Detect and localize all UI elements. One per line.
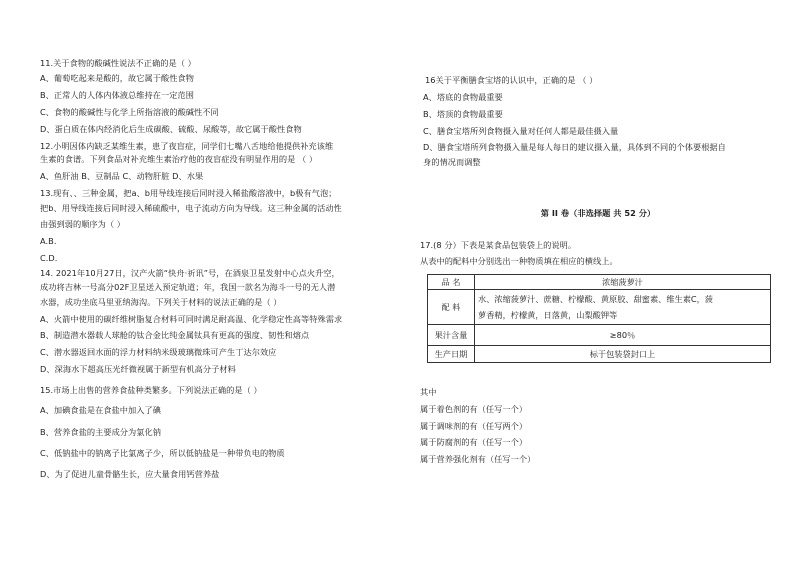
answer-preservative: 属于防腐剂的有（任写一个） bbox=[420, 437, 528, 447]
answer-colorant: 属于着色剂的有（任写一个） bbox=[420, 404, 528, 414]
q14-stem-line3: 水器，成功坐底马里亚纳海沟。下列关于材料的说法正确的是（ ） bbox=[40, 297, 282, 307]
q16-option-c: C、膳食宝塔所列食物摄入量对任何人都是最佳摄入量 bbox=[423, 126, 619, 136]
table-row bbox=[428, 290, 771, 325]
q16-stem: 16关于平衡膳食宝塔的认识中，正确的是 （ ） bbox=[425, 75, 598, 85]
table-row bbox=[428, 325, 771, 346]
q14-option-b: B、制造潜水器载人球舱的钛合金比纯金属钛具有更高的强度、韧性和熔点 bbox=[40, 330, 310, 340]
q17-instruction: 从表中的配料中分别选出一种物质填在相应的横线上。 bbox=[420, 256, 618, 266]
q16-option-a: A、塔底的食物最重要 bbox=[423, 92, 503, 102]
q15-stem: 15.市场上出售的营养食盐种类繁多。下列说法正确的是（ ） bbox=[40, 385, 262, 395]
ingredients-label: 配 料 bbox=[428, 290, 475, 325]
q11-option-d: D、蛋白质在体内经消化后生成碳酸、硫酸、尿酸等，故它属于酸性食物 bbox=[40, 124, 302, 134]
q15-option-a: A、加碘食盐是在食盐中加入了碘 bbox=[40, 405, 161, 415]
q12-stem-line2: 生素的食谱。下列食品对补充维生素治疗他的夜盲症没有明显作用的是 （ ） bbox=[40, 154, 318, 164]
q14-option-c: C、潜水器返回水面的浮力材料纳米级玻璃微珠可产生丁达尔效应 bbox=[40, 347, 277, 357]
ingredients-value bbox=[475, 290, 771, 325]
q14-stem-line1: 14. 2021年10月27日，汉产火箭“快舟·祈讯”号，在酒泉卫星发射中心点火升空， bbox=[40, 268, 340, 278]
date-label: 生产日期 bbox=[428, 346, 475, 363]
answer-flavoring: 属于调味剂的有（任写两个） bbox=[420, 421, 528, 431]
juice-value: ≥80％ bbox=[475, 325, 771, 346]
q12-options: A、鱼肝油 B、豆制品 C、动物肝脏 D、水果 bbox=[40, 171, 204, 181]
q14-option-d: D、深海水下超高压光纤微视属于新型有机高分子材料 bbox=[40, 364, 236, 374]
q14-option-a: A、火箭中使用的碳纤维树脂复合材料可同时满足耐高温、化学稳定性高等特殊需求 bbox=[40, 314, 343, 324]
q16-option-d: D、膳食宝塔所列食物摄入量是每人每日的建议摄入量，具体到不同的个体要根据自 bbox=[423, 142, 726, 152]
name-label: 品 名 bbox=[428, 275, 475, 290]
answer-intro: 其中 bbox=[420, 387, 437, 397]
section-title: 第 II 卷（非选择题 共 52 分） bbox=[540, 208, 656, 218]
q11-option-b: B、正常人的人体内体液总维持在一定范围 bbox=[40, 90, 194, 100]
q16-option-d-cont: 身的情况而调整 bbox=[423, 157, 481, 167]
ingredients-line2: 萝香精，柠檬黄，日落黄，山梨酸钾等 bbox=[478, 310, 618, 320]
q17-stem: 17.(8 分）下表是某食品包装袋上的说明。 bbox=[420, 240, 577, 250]
q14-stem-line2: 成功将吉林一号高分02F卫星送入预定轨道；年，我国一款名为海斗一号的无人潜 bbox=[40, 282, 336, 292]
date-value: 标于包装袋封口上 bbox=[475, 346, 771, 363]
ingredients-line1: 水、浓缩菠萝汁、蔗糖、柠檬酸、黄原胶、甜蜜素、维生素C，菠 bbox=[478, 294, 713, 304]
q15-option-b: B、营养食盐的主要成分为氯化钠 bbox=[40, 427, 161, 437]
q11-option-a: A、葡萄吃起来是酸的，故它属于酸性食物 bbox=[40, 73, 194, 83]
table-row bbox=[428, 346, 771, 363]
q11-option-c: C、食物的酸碱性与化学上所指溶液的酸碱性不同 bbox=[40, 107, 219, 117]
q13-option-ab: A.B. bbox=[40, 236, 57, 246]
name-value: 浓缩菠萝汁 bbox=[475, 275, 771, 290]
q15-option-d: D、为了促进儿童骨骼生长，应大量食用钙营养盐 bbox=[40, 469, 220, 479]
q13-stem-line1: 13.现有、、三种金属，把a、b用导线连接后同时浸入稀盐酸溶液中，b极有气泡； bbox=[40, 188, 337, 198]
q16-option-b: B、塔顶的食物最重要 bbox=[423, 109, 503, 119]
table-row bbox=[428, 275, 771, 290]
juice-label: 果汁含量 bbox=[428, 325, 475, 346]
q12-stem-line1: 12.小明因体内缺乏某维生素，患了夜盲症，同学们七嘴八舌地给他提供补充该维 bbox=[40, 141, 334, 151]
q13-stem-line3: 由强到弱的顺序为（ ） bbox=[40, 219, 126, 229]
ingredient-table bbox=[427, 274, 771, 363]
q11-stem: 11.关于食物的酸碱性说法不正确的是（ ） bbox=[40, 58, 196, 68]
answer-fortifier: 属于营养强化剂有（任写一个） bbox=[420, 454, 536, 464]
q15-option-c: C、低钠盐中的钠离子比氯离子少，所以低钠盐是一种带负电的物质 bbox=[40, 448, 285, 458]
q13-option-cd: C.D. bbox=[40, 253, 58, 263]
q13-stem-line2: 把b、用导线连接后同时浸入稀硫酸中，电子流动方向为导线。这三种金属的活动性 bbox=[40, 203, 342, 213]
